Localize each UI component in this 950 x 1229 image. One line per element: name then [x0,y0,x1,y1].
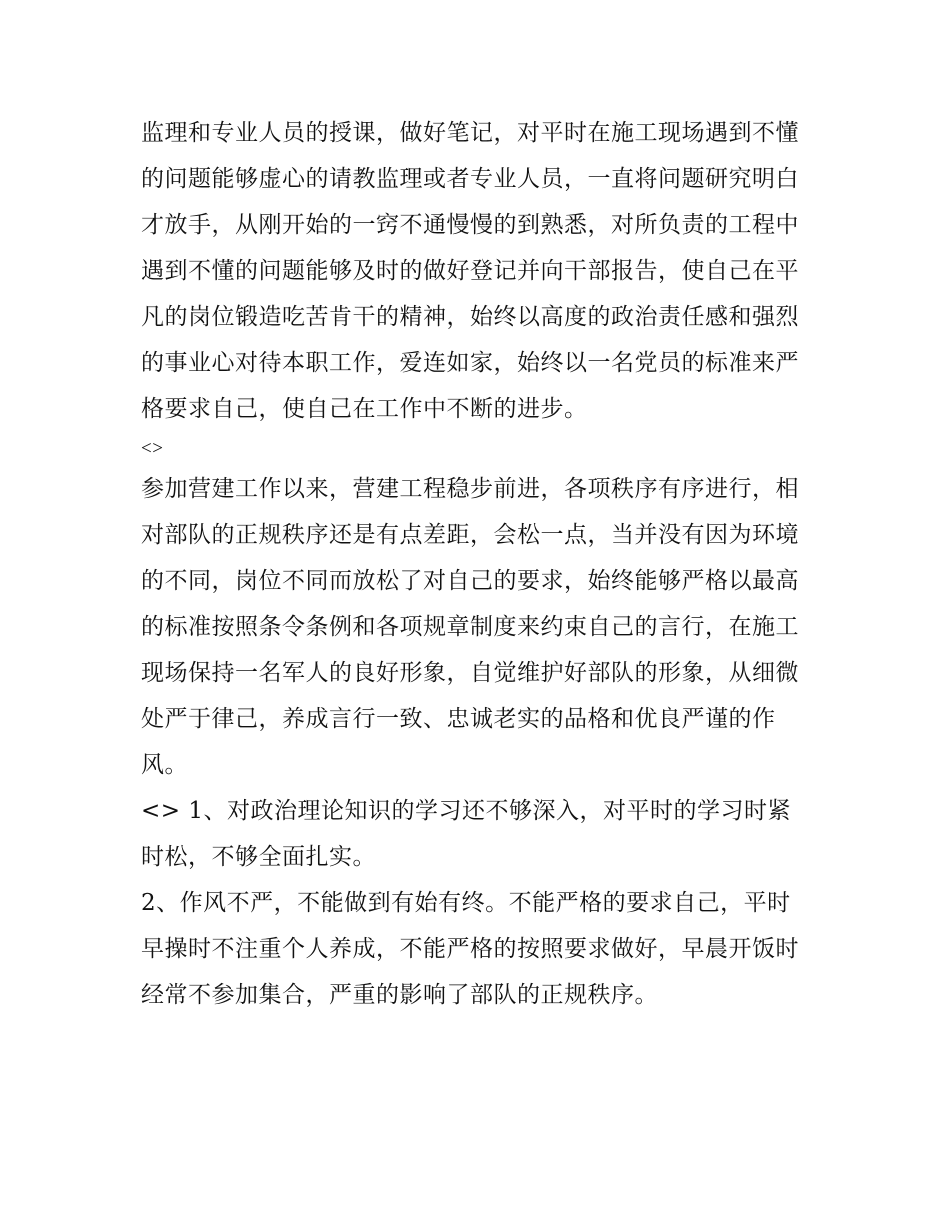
paragraph-supervision-learning: 监理和专业人员的授课，做好笔记，对平时在施工现场遇到不懂的问题能够虚心的请教监理或者专业人员，一直将问题研究明白才放手，从刚开始的一窍不通慢慢的到熟悉，对所负责的工程中遇到不懂的问题能够及时的做好登记并向干部报告，使自己在平凡的岗位锻造吃苦肯干的精神，始终以高度的政治责任感和强烈的事业心对待本职工作，爱连如家，始终以一名党员的标准来严格要求自己，使自己在工作中不断的进步。 [141,120,799,422]
paragraph-shortcoming-1: <> 1、对政治理论知识的学习还不够深入，对平时的学习时紧时松，不够全面扎实。 [141,798,791,870]
document-body [141,110,813,1018]
paragraph-shortcoming-2: 2、作风不严，不能做到有始有终。不能严格的要求自己，平时早操时不注重个人养成，不能严格的按照要求做好，早晨开饭时经常不参加集合，严重的影响了部队的正规秩序。 [141,890,799,1008]
paragraph-construction-discipline: 参加营建工作以来，营建工程稳步前进，各项秩序有序进行，相对部队的正规秩序还是有点差距，会松一点，当并没有因为环境的不同，岗位不同而放松了对自己的要求，始终能够严格以最高的标准按照条令条例和各项规章制度来约束自己的言行，在施工现场保持一名军人的良好形象，自觉维护好部队的形象，从细微处严于律己，养成言行一致、忠诚老实的品格和优良严谨的作风。 [141,476,799,778]
section-marker: <> [141,438,164,459]
